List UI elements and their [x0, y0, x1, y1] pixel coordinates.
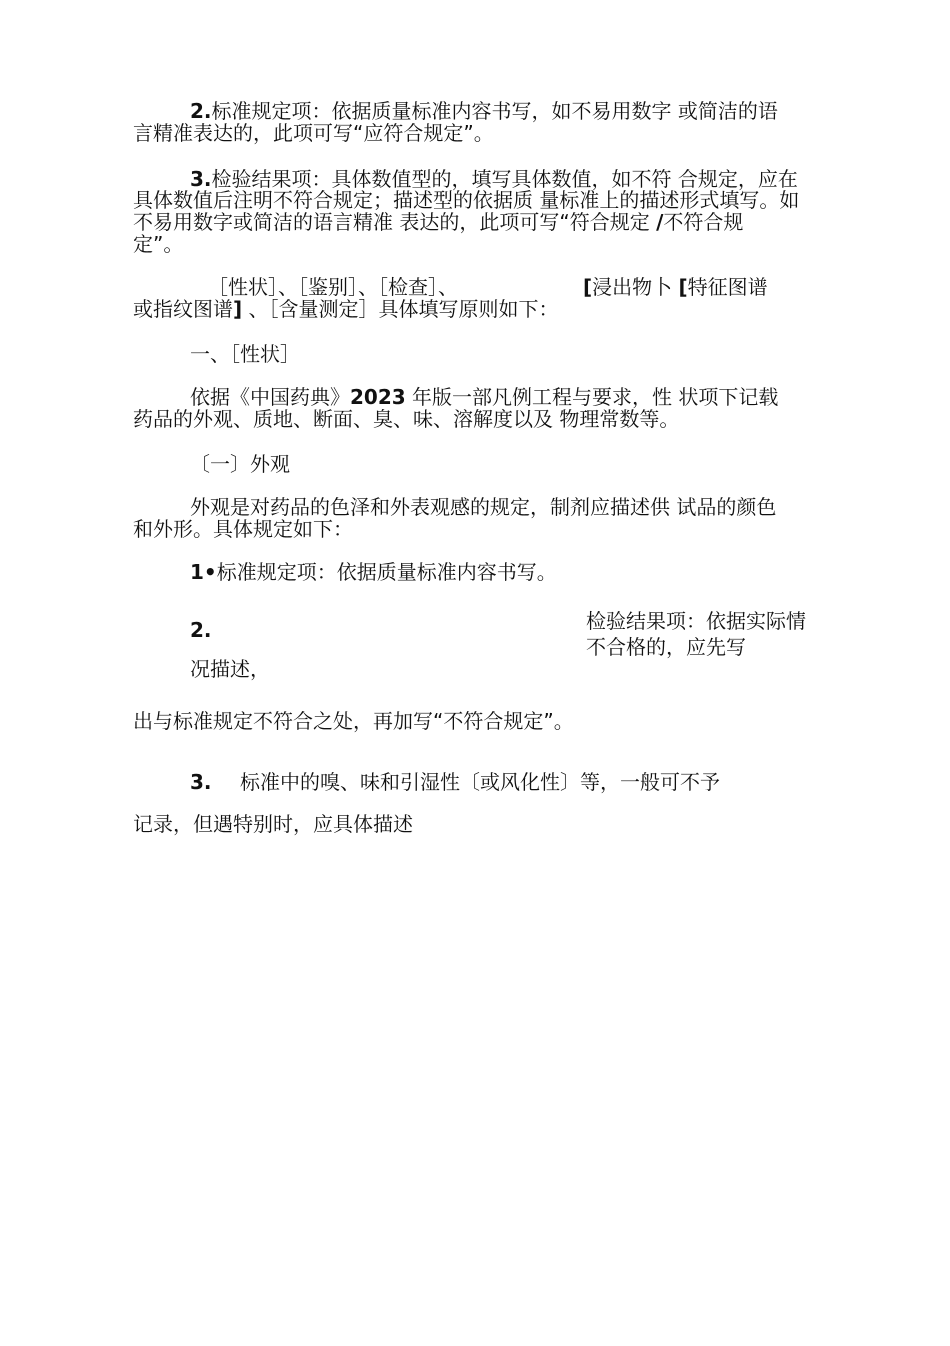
para-3-text-2: 浸出物卜 — [592, 275, 673, 299]
para-3-text-5: 、［含量测定］具体填写原则如下： — [248, 297, 559, 321]
item-2-right-line-2: 不合格的，应先写 — [586, 635, 746, 659]
para-2-text-3: 不易用数字或简洁的语言精准 表达的，此项可写“符合规定 — [133, 210, 650, 234]
section-heading-2: 〔一〕外观 — [190, 452, 290, 476]
para-2-line-4: 定”。 — [133, 232, 184, 256]
para-2-line-1 — [190, 168, 798, 190]
para-4-text-1: 依据《中国药典》 — [190, 385, 350, 409]
para-2-line-3 — [133, 211, 743, 233]
item-3-number: 3. — [190, 770, 212, 794]
para-2-text-3b: 不符合规 — [663, 210, 744, 234]
para-3-text-4: 或指纹图谱 — [133, 297, 233, 321]
para-1-line-2: 言精准表达的，此项可写“应符合规定”。 — [133, 121, 494, 145]
item-1-number: 1• — [190, 560, 217, 584]
item-2-right-line-1: 检验结果项：依据实际情 — [586, 609, 806, 633]
para-2-number: 3. — [190, 167, 212, 191]
para-4-text-2: 年版一部凡例工程与要求，性 状项下记载 — [405, 385, 779, 409]
para-3-bracket-1: [ — [583, 275, 593, 299]
para-3-bracket-3: ] — [233, 297, 243, 321]
item-1 — [190, 561, 557, 583]
para-2-slash: / — [656, 210, 664, 234]
item-2-number: 2. — [190, 618, 212, 642]
para-4-year: 2023 — [350, 385, 406, 409]
item-3-text: 标准中的嗅、味和引湿性〔或风化性〕等，一般可不予 — [240, 770, 720, 794]
para-1-text-1: 标准规定项：依据质量标准内容书写，如不易用数字 或简洁的语 — [211, 99, 778, 123]
item-2-continuation: 出与标准规定不符合之处，再加写“不符合规定”。 — [133, 709, 574, 733]
para-3-text-3: 特征图谱 — [687, 275, 768, 299]
section-heading-1: 一、［性状］ — [190, 342, 300, 366]
para-3-bracket-2: [ — [678, 275, 688, 299]
para-1-number: 2. — [190, 99, 212, 123]
para-2-line-2: 具体数值后注明不符合规定；描述型的依据质 量标准上的描述形式填写。如 — [133, 188, 800, 212]
para-1-line-1 — [190, 100, 778, 122]
para-5-line-2: 和外形。具体规定如下： — [133, 517, 353, 541]
item-2-left-text: 况描述， — [190, 657, 270, 681]
para-3-line-1a: ［性状］、［鉴别］、［检查］、 — [208, 275, 458, 299]
para-3-line-1b — [583, 276, 768, 298]
para-4-line-1 — [190, 386, 778, 408]
para-3-line-2 — [133, 298, 559, 320]
para-4-line-2: 药品的外观、质地、断面、臭、味、溶解度以及 物理常数等。 — [133, 407, 680, 431]
para-5-line-1: 外观是对药品的色泽和外表观感的规定，制剂应描述供 试品的颜色 — [190, 495, 777, 519]
item-1-text: 标准规定项：依据质量标准内容书写。 — [216, 560, 557, 584]
para-2-text-1: 检验结果项：具体数值型的，填写具体数值，如不符 合规定，应在 — [211, 167, 798, 191]
item-3-continuation: 记录，但遇特别时，应具体描述 — [133, 812, 413, 836]
